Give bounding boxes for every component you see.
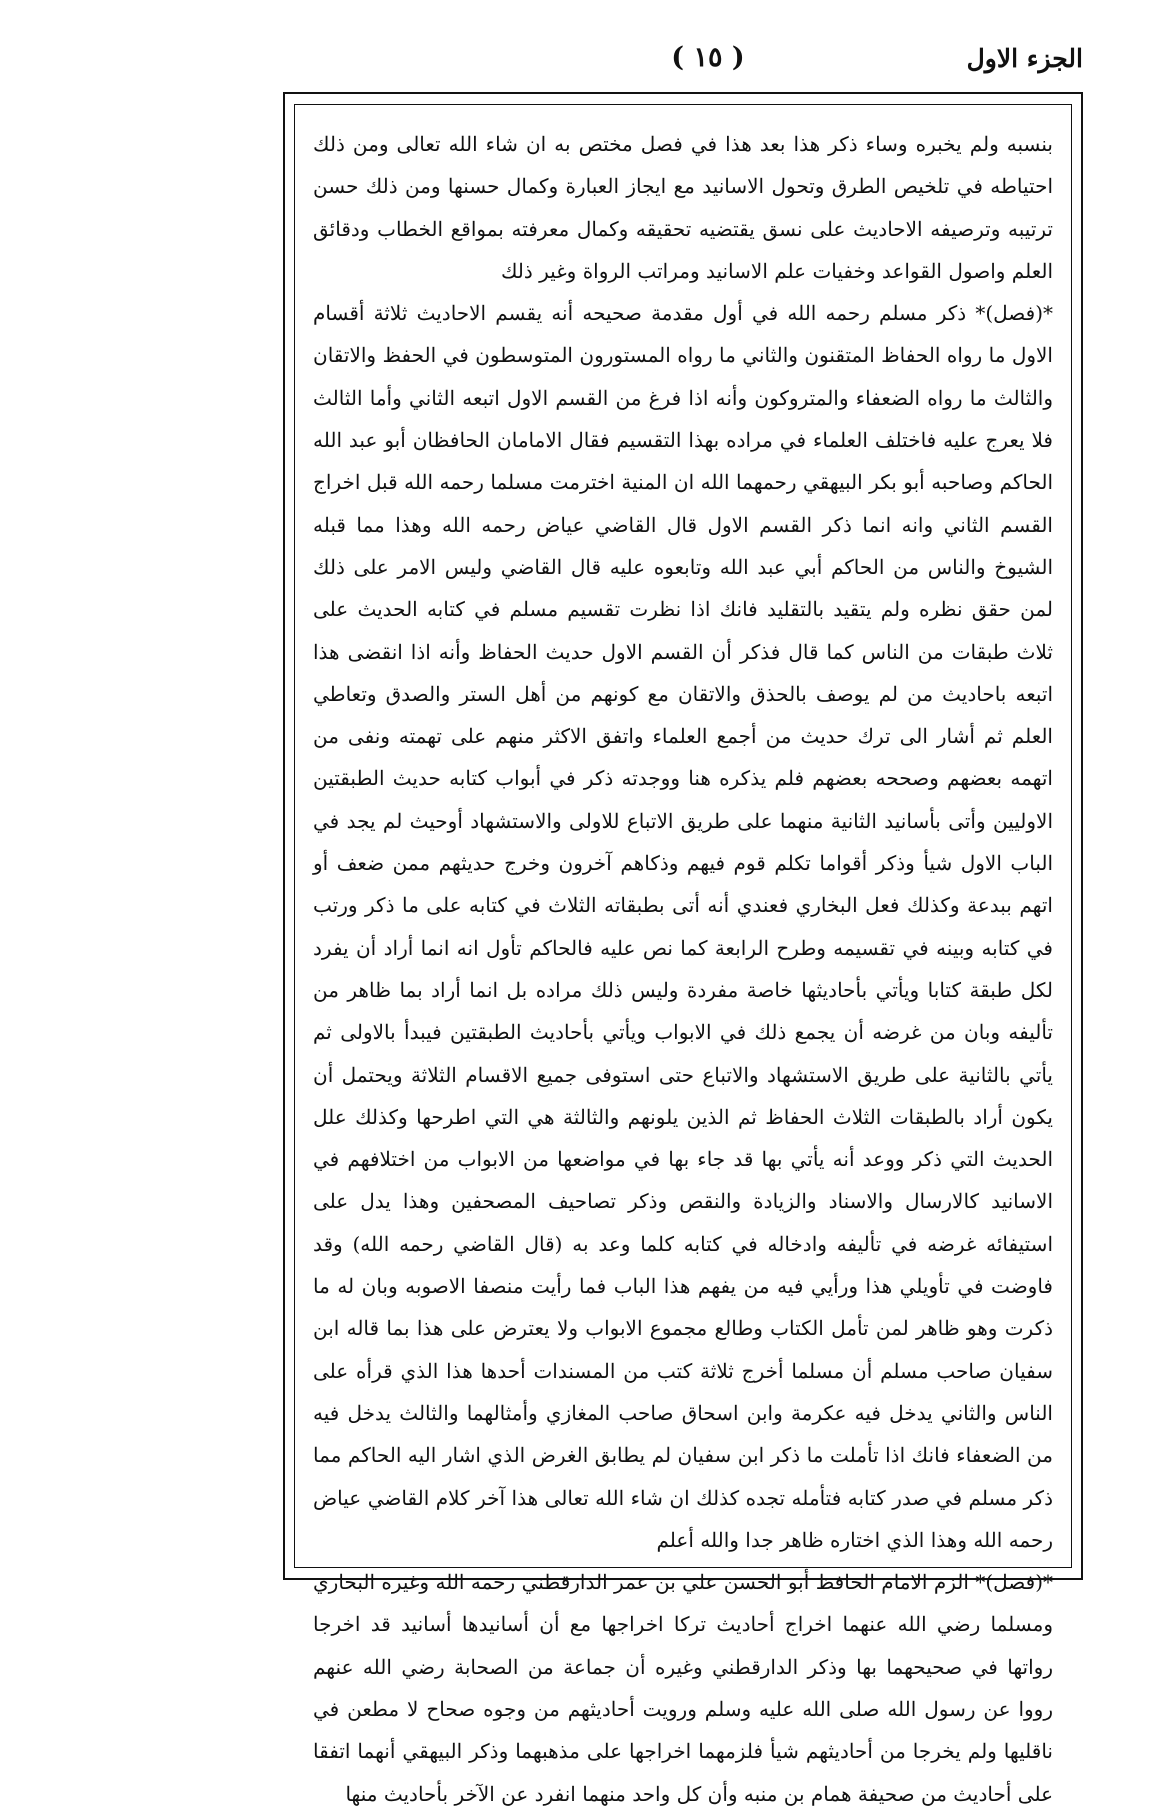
volume-title: الجزء الاول xyxy=(966,44,1083,73)
paragraph-fasl-1: *(فصل)* ذكر مسلم رحمه الله في أول مقدمة صحيحه أنه يقسم الاحاديث ثلاثة أقسام الاول ما رواه الحفاظ المتقنون والثاني ما رواه المستورون المتوسطون في الحفظ والاتقان والثالث ما رواه الضعفاء والمتروكون وأنه اذا فرغ من القسم الاول اتبعه الثاني وأما الثالث فلا يعرج عليه فاختلف العلماء في مراده بهذا التقسيم فقال الامامان الحافظان أبو عبد الله الحاكم وصاحبه أبو بكر البيهقي رحمهما الله ان المنية اخترمت مسلما رحمه الله قبل اخراج القسم الثاني وانه انما ذكر القسم الاول قال القاضي عياض رحمه الله وهذا مما قبله الشيوخ والناس من الحاكم أبي عبد الله وتابعوه عليه قال القاضي وليس الامر على ذلك لمن حقق نظره ولم يتقيد بالتقليد فانك اذا نظرت تقسيم مسلم في كتابه الحديث على ثلاث طبقات من الناس كما قال فذكر أن القسم الاول حديث الحفاظ وأنه اذا انقضى هذا اتبعه باحاديث من لم يوصف بالحذق والاتقان مع كونهم من أهل الستر والصدق وتعاطي العلم ثم أشار الى ترك حديث من أجمع العلماء واتفق الاكثر منهم على تهمته ونفى من اتهمه بعضهم وصححه بعضهم فلم يذكره هنا ووجدته ذكر في أبواب كتابه حديث الطبقتين الاوليين وأتى بأسانيد الثانية منهما على طريق الاتباع للاولى والاستشهاد أوحيث لم يجد في الباب الاول شيأ وذكر أقواما تكلم قوم فيهم وذكاهم آخرون وخرج حديثهم ممن ضعف أو اتهم ببدعة وكذلك فعل البخاري فعندي أنه أتى بطبقاته الثلاث في كتابه على ما ذكر ورتب في كتابه وبينه في تقسيمه وطرح الرابعة كما نص عليه فالحاكم تأول انه انما أراد أن يفرد لكل طبقة كتابا ويأتي بأحاديثها خاصة مفردة وليس ذلك مراده بل انما أراد بما ظاهر من تأليفه وبان من غرضه أن يجمع ذلك في الابواب ويأتي بأحاديث الطبقتين فيبدأ بالاولى ثم يأتي بالثانية على طريق الاستشهاد والاتباع حتى استوفى جميع الاقسام الثلاثة ويحتمل أن يكون أراد بالطبقات الثلاث الحفاظ ثم الذين يلونهم والثالثة هي التي اطرحها وكذلك علل الحديث التي ذكر ووعد أنه يأتي بها قد جاء بها في مواضعها من الابواب من اختلافهم في الاسانيد كالارسال والاسناد والزيادة والنقص وذكر تصاحيف المصحفين وهذا يدل على استيفائه غرضه في تأليفه وادخاله في كتابه كلما وعد به (قال القاضي رحمه الله) وقد فاوضت في تأويلي هذا ورأيي فيه من يفهم هذا الباب فما رأيت منصفا الاصوبه وبان له ما ذكرت وهو ظاهر لمن تأمل الكتاب وطالع مجموع الابواب ولا يعترض على هذا بما قاله ابن سفيان صاحب مسلم أن مسلما أخرج ثلاثة كتب من المسندات أحدها هذا الذي قرأه على الناس والثاني يدخل فيه عكرمة وابن اسحاق صاحب المغازي وأمثالهما والثالث يدخل فيه من الضعفاء فانك اذا تأملت ما ذكر ابن سفيان لم يطابق الغرض الذي اشار اليه الحاكم مما ذكر مسلم في صدر كتابه فتأمله تجده كذلك ان شاء الله تعالى هذا آخر كلام القاضي عياض رحمه الله وهذا الذي اختاره ظاهر جدا والله أعلم xyxy=(313,301,1053,1552)
page-number: ( ١٥ ) xyxy=(671,42,745,73)
paragraph-intro: بنسبه ولم يخبره وساء ذكر هذا بعد هذا في فصل مختص به ان شاء الله تعالى ومن ذلك احتياطه في تلخيص الطرق وتحول الاسانيد مع ايجاز العبارة وكمال حسنها ومن ذلك حسن ترتيبه وترصيفه الاحاديث على نسق يقتضيه تحقيقه وكمال معرفته بمواقع الخطاب ودقائق العلم واصول القواعد وخفيات علم الاسانيد ومراتب الرواة وغير ذلك xyxy=(313,132,1054,283)
page-header xyxy=(283,42,1083,92)
text-frame xyxy=(294,104,1072,1806)
paragraph-fasl-2: *(فصل)* الزم الامام الحافظ أبو الحسن علي بن عمر الدارقطني رحمه الله وغيره البخاري ومسلما رضي الله عنهما اخراج أحاديث تركا اخراجها مع أن أسانيدها أسانيد قد اخرجا رواتها في صحيحهما بها وذكر الدارقطني وغيره أن جماعة من الصحابة رضي الله عنهم رووا عن رسول الله صلى الله عليه وسلم ورويت أحاديثهم من وجوه صحاح لا مطعن في ناقليها ولم يخرجا من أحاديثهم شيأ فلزمهما اخراجها على مذهبهما وذكر البيهقي أنهما اتفقا على أحاديث من صحيفة همام بن منبه وأن كل واحد منهما انفرد عن الآخر بأحاديث منها xyxy=(313,1570,1053,1806)
